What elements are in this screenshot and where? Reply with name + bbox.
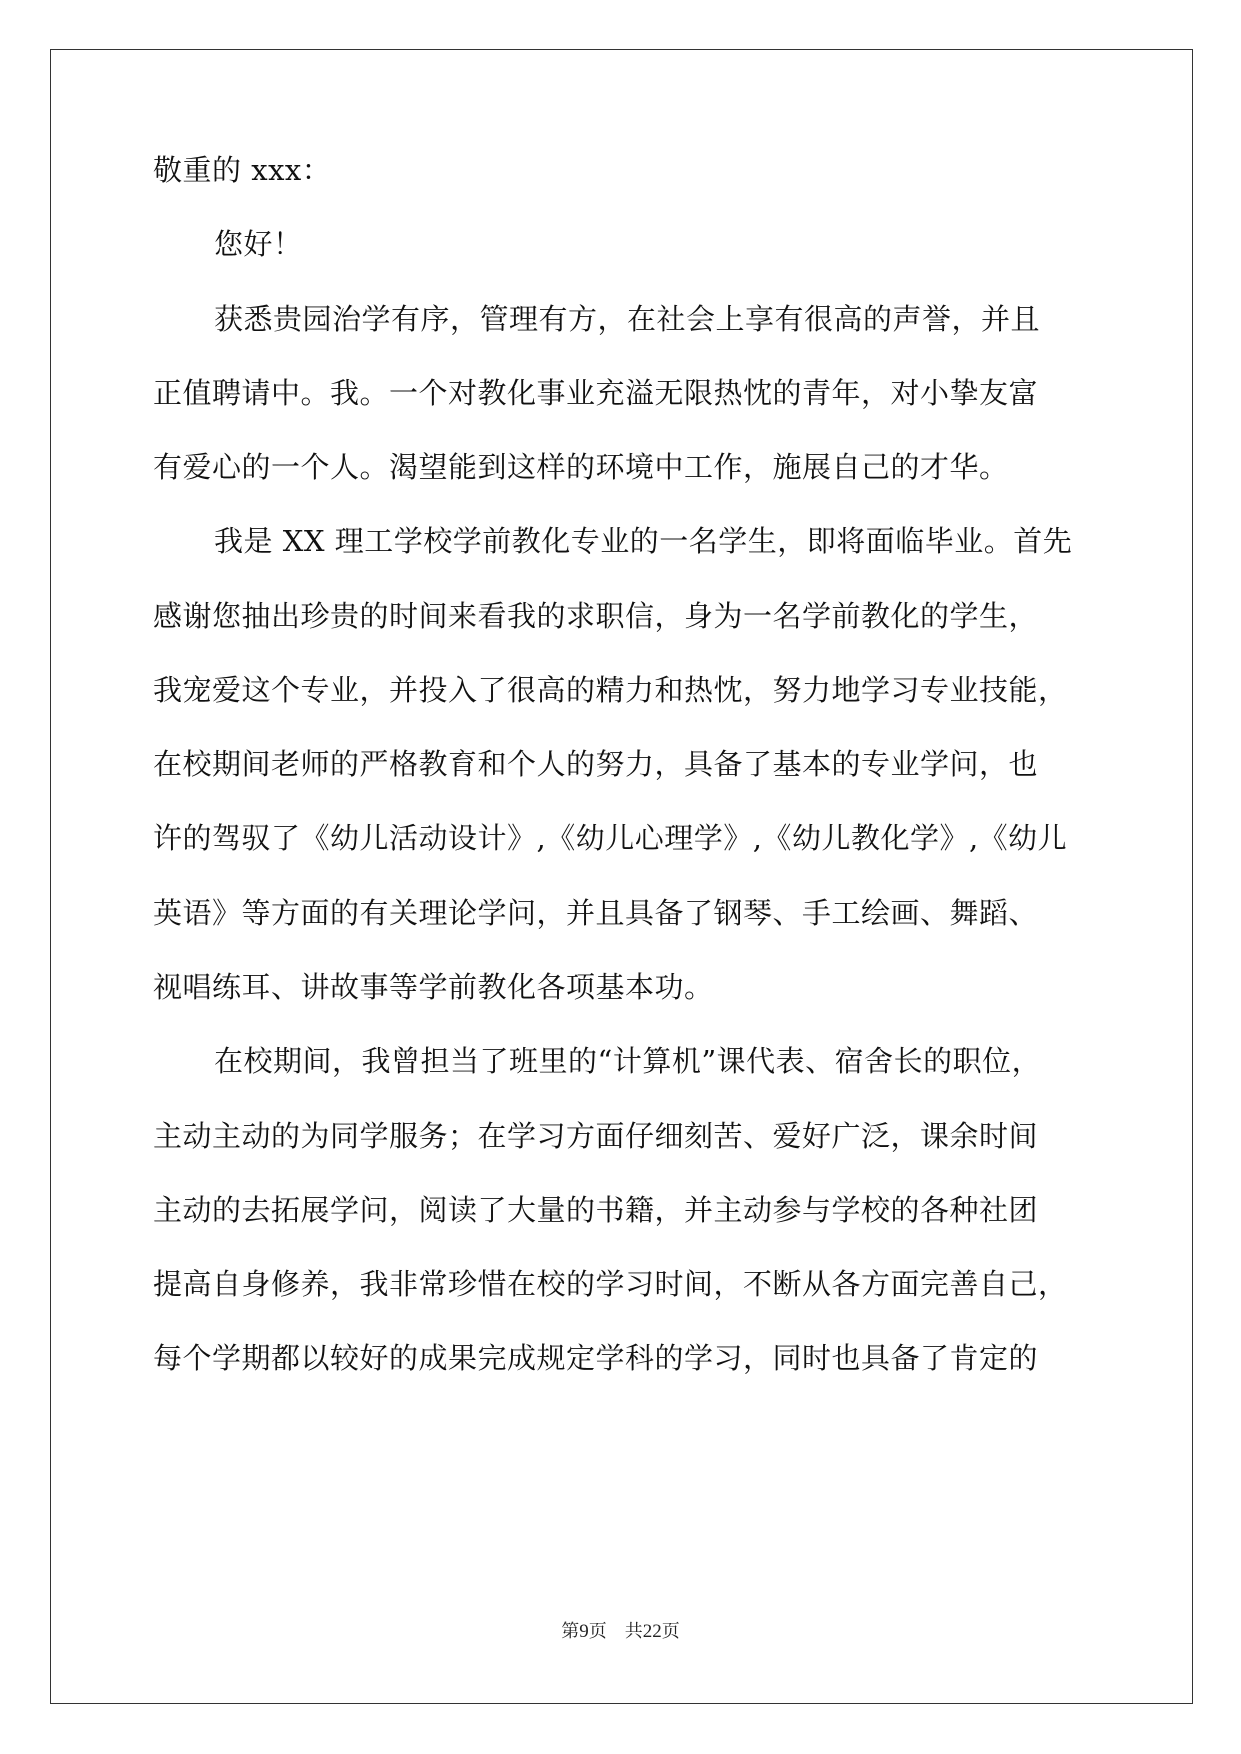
- body-line: 许的驾驭了《幼儿活动设计》,《幼儿心理学》,《幼儿教化学》,《幼儿: [153, 821, 1068, 855]
- total-suffix: 页: [661, 1621, 680, 1642]
- greeting: 您好！: [214, 227, 303, 261]
- page-footer: [0, 1620, 1241, 1644]
- body-line: 英语》等方面的有关理论学问，并且具备了钢琴、手工绘画、舞蹈、: [153, 896, 1039, 930]
- body-line: 感谢您抽出珍贵的时间来看我的求职信，身为一名学前教化的学生，: [153, 599, 1039, 633]
- total-prefix: 共: [624, 1621, 643, 1642]
- body-line: 每个学期都以较好的成果完成规定学科的学习，同时也具备了肯定的: [153, 1341, 1039, 1375]
- body-line: 在校期间老师的严格教育和个人的努力，具备了基本的专业学问，也: [153, 747, 1039, 781]
- body-line: 我宠爱这个专业，并投入了很高的精力和热忱，努力地学习专业技能，: [153, 673, 1068, 707]
- page-number: 9: [579, 1621, 589, 1642]
- body-line: 主动主动的为同学服务；在学习方面仔细刻苦、爱好广泛，课余时间: [153, 1119, 1039, 1153]
- body-line: 提高自身修养，我非常珍惜在校的学习时间，不断从各方面完善自己，: [153, 1267, 1068, 1301]
- total-pages: 22: [642, 1621, 662, 1642]
- body-line: 我是 XX 理工学校学前教化专业的一名学生，即将面临毕业。首先: [214, 524, 1073, 558]
- body-line: 正值聘请中。我。一个对教化事业充溢无限热忱的青年，对小挚友富: [153, 376, 1039, 410]
- page-frame: [50, 49, 1193, 1704]
- body-line: 获悉贵园治学有序，管理有方，在社会上享有很高的声誉，并且: [214, 302, 1041, 336]
- body-line: 主动的去拓展学问，阅读了大量的书籍，并主动参与学校的各种社团: [153, 1193, 1039, 1227]
- body-line: 在校期间，我曾担当了班里的“计算机”课代表、宿舍长的职位，: [214, 1044, 1042, 1078]
- body-line: 视唱练耳、讲故事等学前教化各项基本功。: [153, 970, 714, 1004]
- page-suffix: 页: [588, 1621, 607, 1642]
- page-prefix: 第: [561, 1621, 580, 1642]
- body-line: 有爱心的一个人。渴望能到这样的环境中工作，施展自己的才华。: [153, 450, 1009, 484]
- salutation: 敬重的 xxx：: [153, 153, 332, 187]
